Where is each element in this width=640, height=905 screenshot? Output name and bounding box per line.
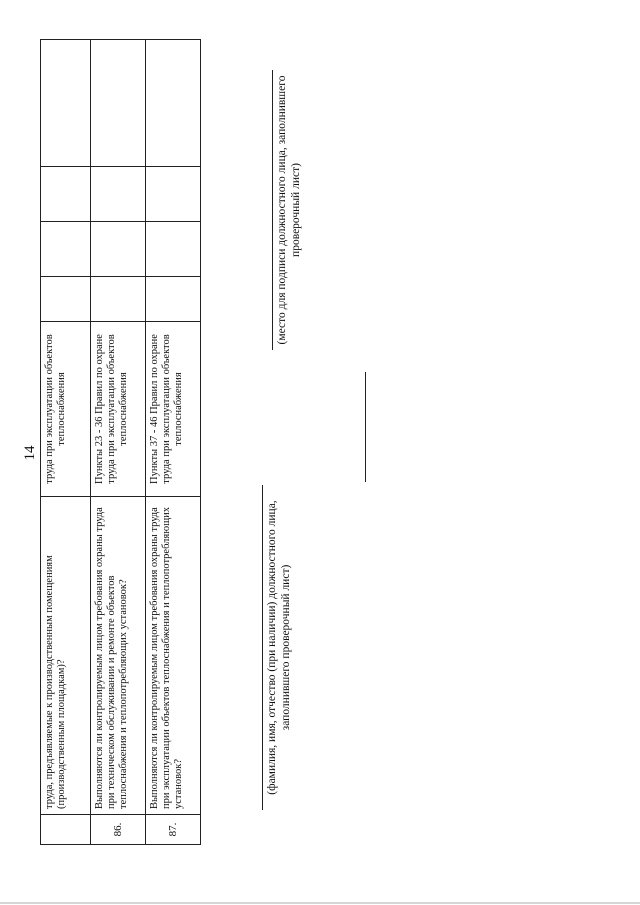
sign-caption: (место для подписи должностного лица, заполнившего проверочный лист) (276, 75, 302, 345)
name-caption: (фамилия, имя, отчество (при наличии) должностного лица, заполнившего проверочный лист) (266, 500, 292, 795)
row-number: 86. (91, 815, 146, 845)
answer-no-cell (146, 222, 201, 277)
requirement-cell: Пункты 37 - 46 Правил по охране труда при эксплуатации объектов теплоснабжения (146, 322, 201, 497)
answer-note-cell (146, 40, 201, 167)
answer-yes-cell (146, 277, 201, 322)
requirement-cell: Пункты 23 - 36 Правил по охране труда при эксплуатации объектов теплоснабжения (91, 322, 146, 497)
name-signature-block (262, 480, 293, 815)
answer-na-cell (41, 167, 91, 222)
answer-na-cell (91, 167, 146, 222)
requirement-cell: труда при эксплуатации объектов теплоснабжения (41, 322, 91, 497)
question-cell: труда, предъявляемые к производственным помещениям (производственным площадкам)? (41, 497, 91, 815)
answer-note-cell (91, 40, 146, 167)
table-row (91, 40, 146, 845)
date-line (365, 372, 366, 482)
answer-yes-cell (91, 277, 146, 322)
checklist-table (40, 39, 201, 845)
answer-no-cell (41, 222, 91, 277)
row-number: 87. (146, 815, 201, 845)
answer-na-cell (146, 167, 201, 222)
page-number: 14 (22, 445, 38, 461)
row-number (41, 815, 91, 845)
answer-no-cell (91, 222, 146, 277)
table-row (146, 40, 201, 845)
question-cell: Выполняются ли контролируемым лицом требования охраны труда при эксплуатации объектов теплоснабжения и теплопотребляющих установок? (146, 497, 201, 815)
sign-line (272, 70, 273, 350)
answer-yes-cell (41, 277, 91, 322)
name-line (262, 485, 263, 810)
answer-note-cell (41, 40, 91, 167)
sign-signature-block (272, 70, 303, 350)
table-row (41, 40, 91, 845)
question-cell: Выполняются ли контролируемым лицом требования охраны труда при техническом обслуживании и ремонте объектов теплоснабжения и теплопотребляющих установок? (91, 497, 146, 815)
